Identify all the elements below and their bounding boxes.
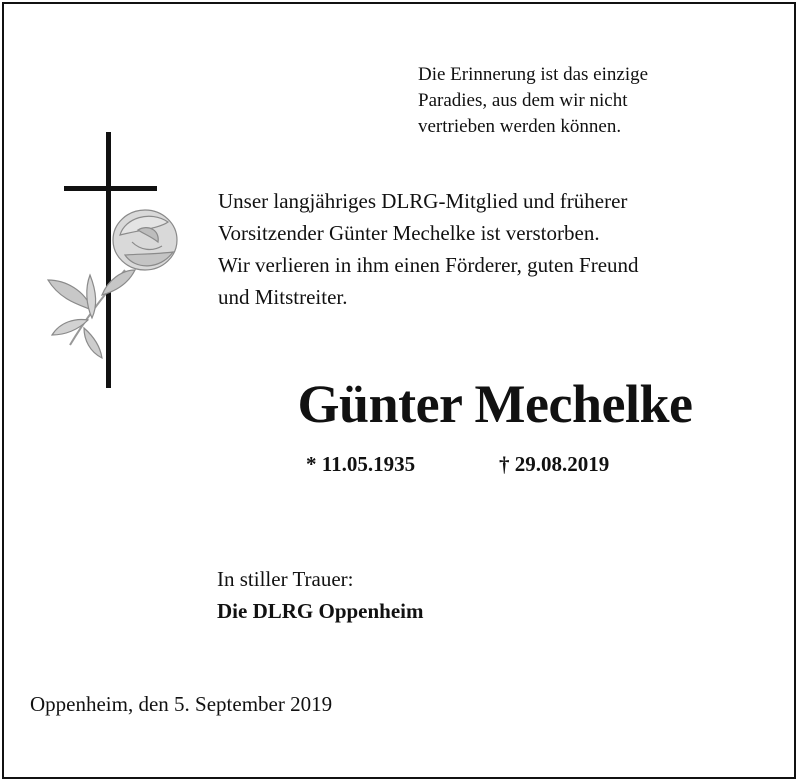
birth-date: * 11.05.1935 — [306, 452, 416, 476]
quote-line: Die Erinnerung ist das einzige — [418, 64, 649, 85]
intro-line: und Mitstreiter. — [218, 285, 348, 309]
quote-line: vertrieben werden können. — [418, 116, 622, 137]
mourners-block — [217, 563, 424, 627]
intro-text — [218, 185, 788, 313]
death-date: † 29.08.2019 — [499, 452, 610, 476]
mourners-organization: Die DLRG Oppenheim — [217, 599, 424, 623]
cross-rose-emblem — [40, 130, 190, 392]
intro-line: Vorsitzender Günter Mechelke ist verstorben. — [218, 221, 600, 245]
place-date: Oppenheim, den 5. September 2019 — [30, 692, 333, 716]
rose-icon — [48, 210, 177, 358]
mourners-label: In stiller Trauer: — [217, 567, 354, 591]
intro-line: Wir verlieren in ihm einen Förderer, guten Freund — [218, 253, 639, 277]
intro-line: Unser langjähriges DLRG-Mitglied und früherer — [218, 189, 628, 213]
deceased-name: Günter Mechelke — [297, 374, 693, 434]
quote-line: Paradies, aus dem wir nicht — [418, 90, 628, 111]
memorial-quote — [418, 62, 758, 140]
